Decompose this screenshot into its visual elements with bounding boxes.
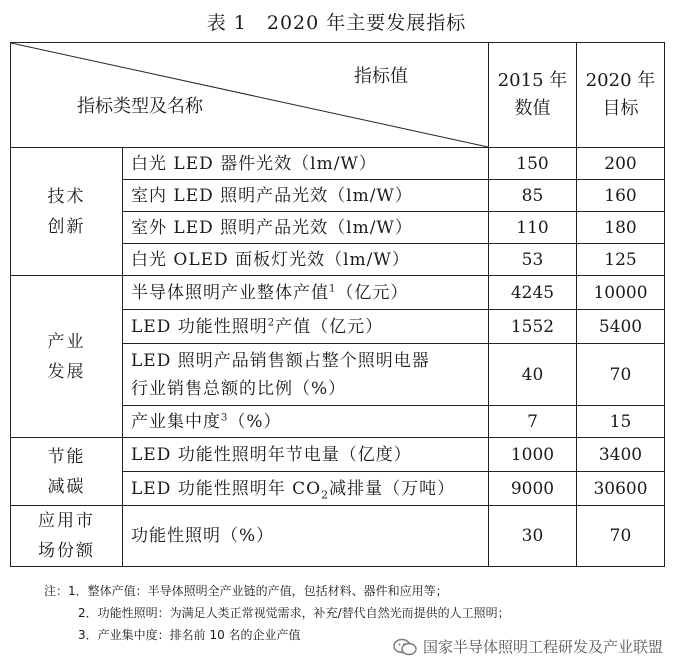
indicator-name: LED 照明产品销售额占整个照明电器 行业销售总额的比例（%） bbox=[123, 344, 489, 406]
value-2015: 30 bbox=[489, 506, 577, 567]
value-2020: 70 bbox=[577, 344, 665, 406]
value-2015: 1000 bbox=[489, 438, 577, 472]
table-row bbox=[11, 148, 665, 180]
wechat-icon bbox=[393, 638, 417, 656]
category-tech-innovation: 技术 创新 bbox=[11, 148, 123, 276]
category-industry-development: 产业 发展 bbox=[11, 276, 123, 438]
value-2020: 125 bbox=[577, 244, 665, 276]
value-2015: 85 bbox=[489, 180, 577, 212]
value-2020: 3400 bbox=[577, 438, 665, 472]
value-2015: 4245 bbox=[489, 276, 577, 310]
value-2020: 10000 bbox=[577, 276, 665, 310]
value-2015: 1552 bbox=[489, 310, 577, 344]
indicator-name: 室内 LED 照明产品光效（lm/W） bbox=[123, 180, 489, 212]
indicator-name: 白光 LED 器件光效（lm/W） bbox=[123, 148, 489, 180]
value-2015: 9000 bbox=[489, 472, 577, 506]
watermark-text: 国家半导体照明工程研发及产业联盟 bbox=[422, 638, 663, 656]
indicator-name: LED 功能性照明年节电量（亿度） bbox=[123, 438, 489, 472]
category-market-share: 应用市 场份额 bbox=[11, 506, 123, 567]
indicator-name: 白光 OLED 面板灯光效（lm/W） bbox=[123, 244, 489, 276]
value-2015: 53 bbox=[489, 244, 577, 276]
category-name-label: 指标类型及名称 bbox=[77, 96, 203, 117]
value-2020: 15 bbox=[577, 406, 665, 438]
watermark bbox=[393, 636, 663, 657]
indicator-name: 产业集中度$^3$（%） bbox=[123, 406, 489, 438]
value-2020: 180 bbox=[577, 212, 665, 244]
indicator-name: 室外 LED 照明产品光效（lm/W） bbox=[123, 212, 489, 244]
header-row bbox=[11, 43, 665, 148]
table-row bbox=[11, 438, 665, 472]
indicator-value-label: 指标值 bbox=[354, 66, 408, 87]
value-2020: 30600 bbox=[577, 472, 665, 506]
col-2015-header: 2015 年 数值 bbox=[489, 43, 577, 148]
indicator-name: LED 功能性照明$^2$产值（亿元） bbox=[123, 310, 489, 344]
value-2015: 110 bbox=[489, 212, 577, 244]
value-2015: 7 bbox=[489, 406, 577, 438]
indicators-table bbox=[10, 42, 665, 567]
footnote-1: 注：1．整体产值：半导体照明全产业链的产值，包括材料、器件和应用等； bbox=[44, 584, 448, 598]
value-2020: 200 bbox=[577, 148, 665, 180]
footnote-2: 2．功能性照明：为满足人类正常视觉需求，补充/替代自然光而提供的人工照明； bbox=[78, 606, 510, 620]
table-row bbox=[11, 506, 665, 567]
indicator-name: LED 功能性照明年 $CO_2$减排量（万吨） bbox=[123, 472, 489, 506]
value-2015: 150 bbox=[489, 148, 577, 180]
col-2020-header: 2020 年 目标 bbox=[577, 43, 665, 148]
value-2020: 160 bbox=[577, 180, 665, 212]
category-energy-saving: 节能 减碳 bbox=[11, 438, 123, 506]
table-title: 表 1 2020 年主要发展指标 bbox=[206, 12, 467, 34]
table-row bbox=[11, 276, 665, 310]
indicator-name: 功能性照明（%） bbox=[123, 506, 489, 567]
footnote-3: 3．产业集中度：排名前 10 名的企业产值 bbox=[78, 628, 301, 642]
value-2015: 40 bbox=[489, 344, 577, 406]
indicator-name: 半导体照明产业整体产值$^1$（亿元） bbox=[123, 276, 489, 310]
diagonal-header-cell bbox=[11, 43, 489, 148]
value-2020: 70 bbox=[577, 506, 665, 567]
value-2020: 5400 bbox=[577, 310, 665, 344]
